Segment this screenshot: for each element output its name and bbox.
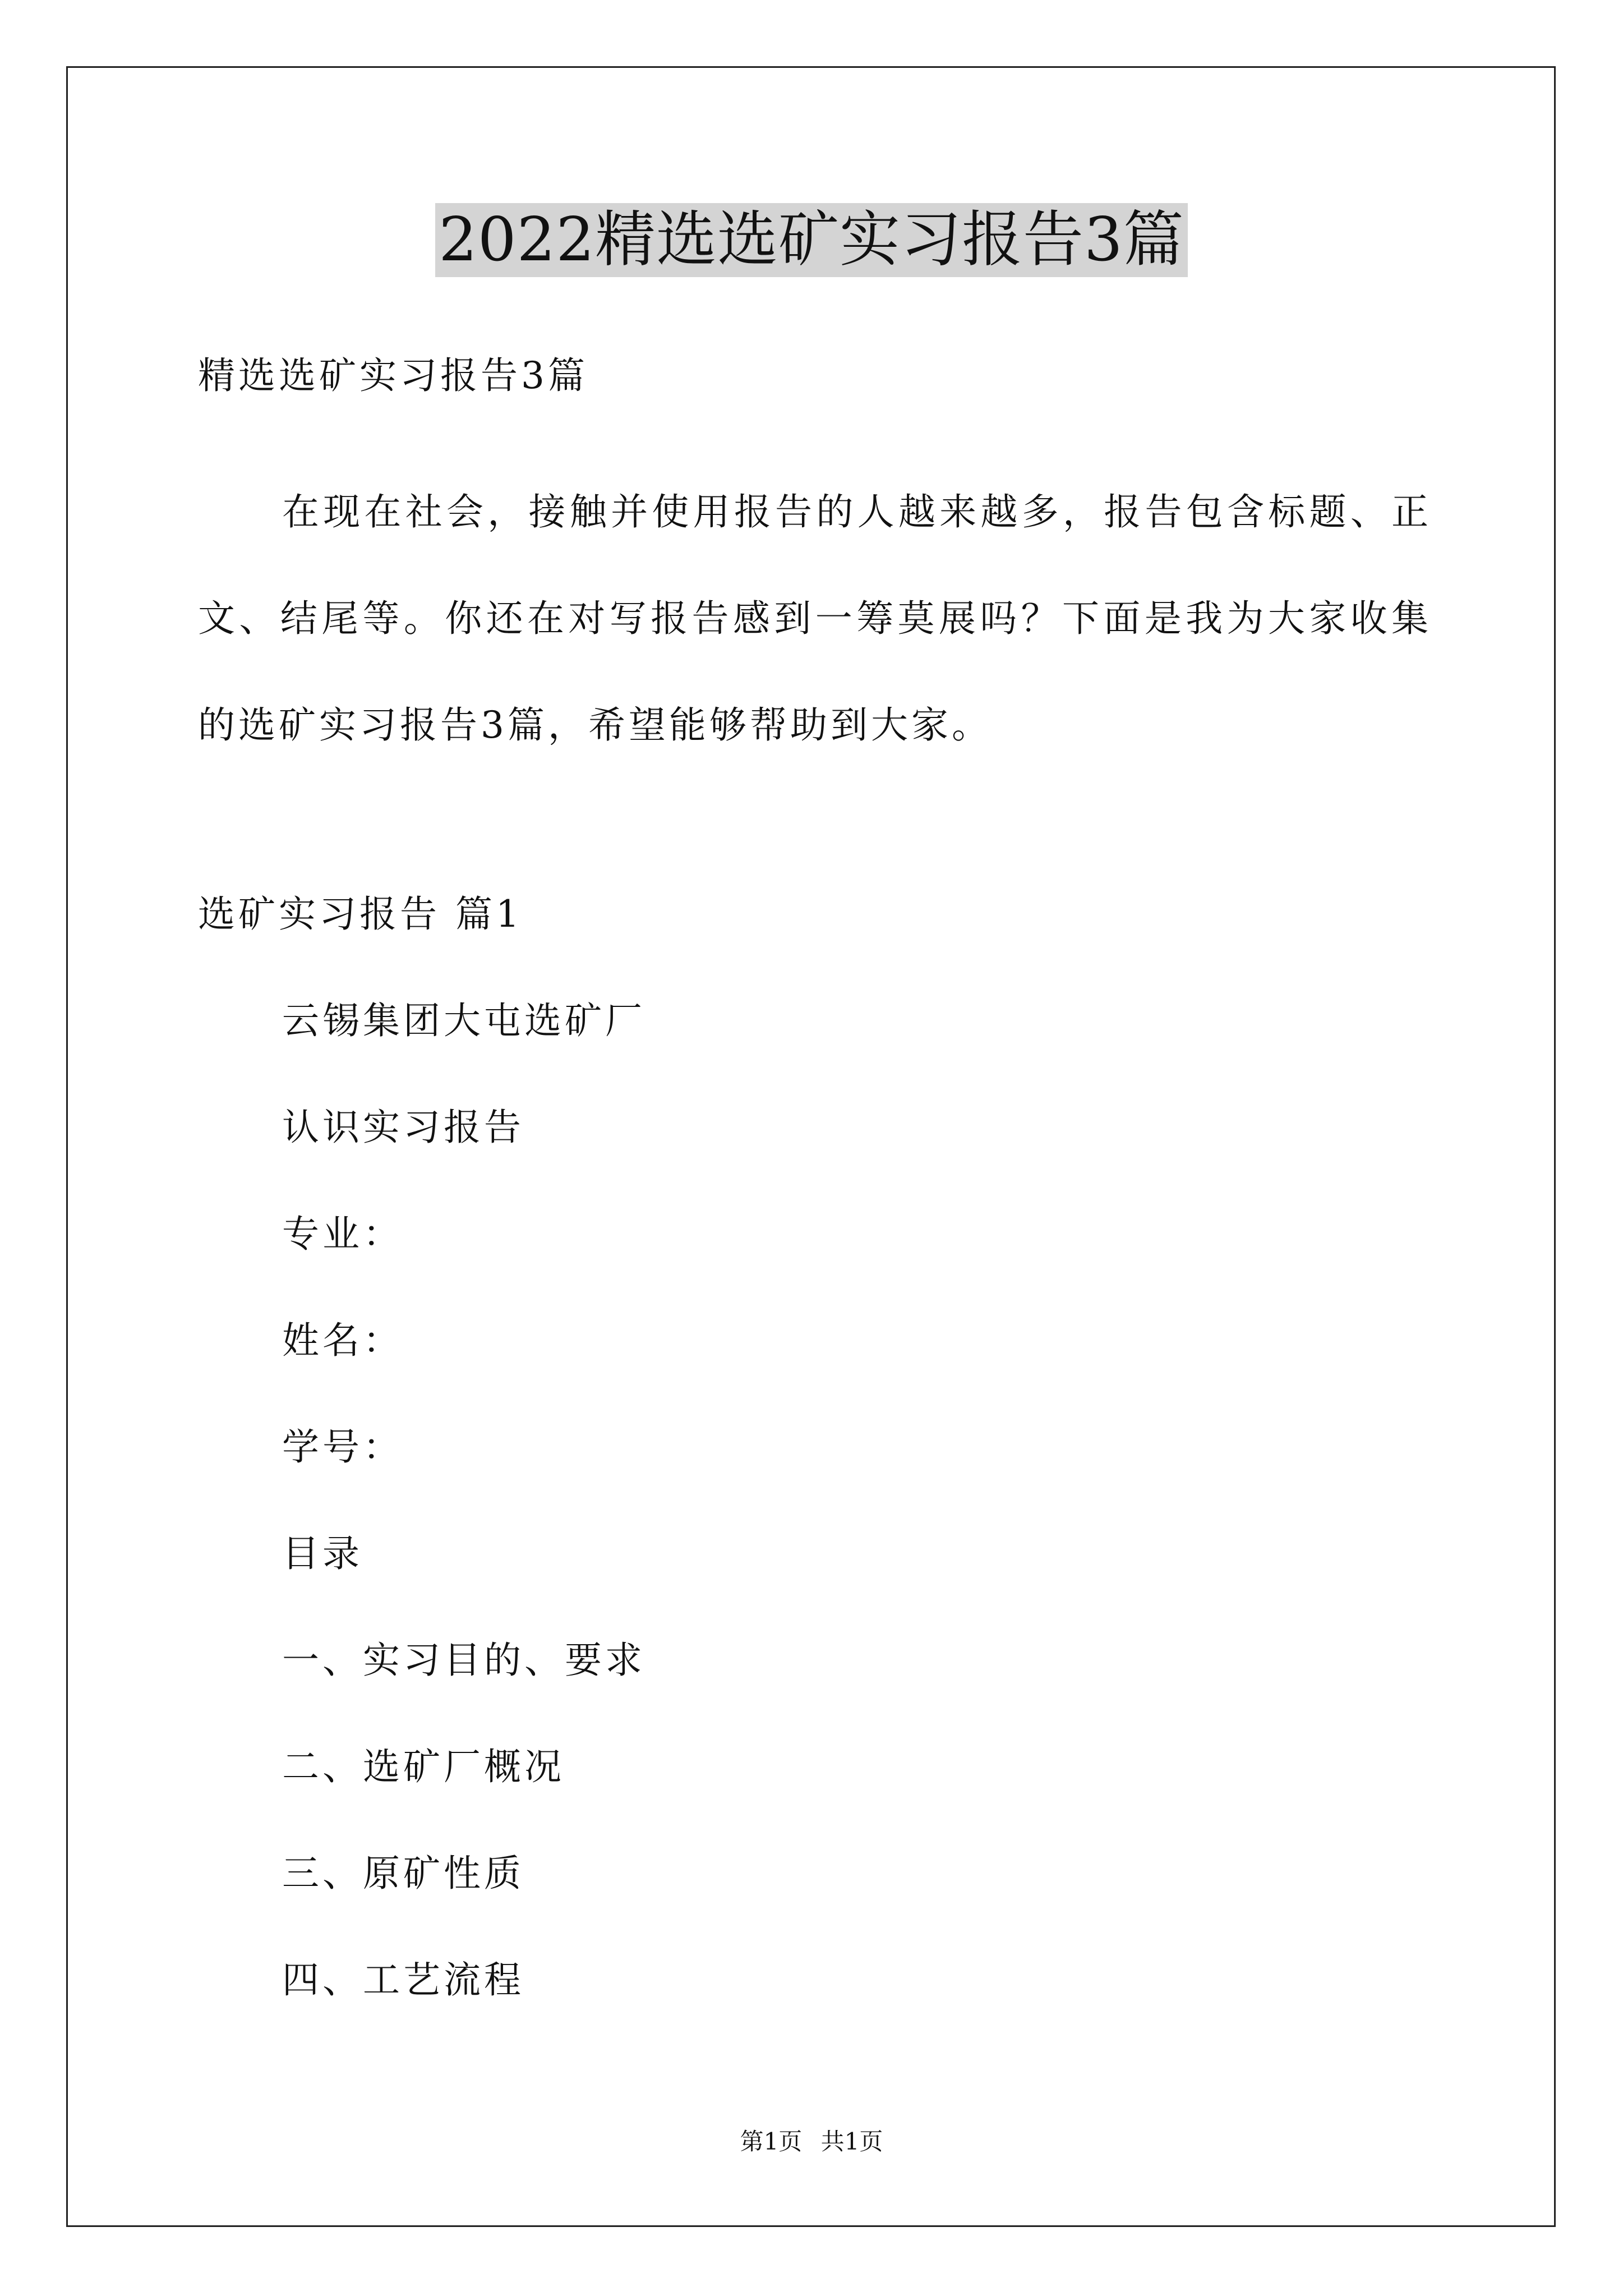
document-title: 2022精选选矿实习报告3篇 (435, 203, 1188, 277)
page-current-label: 第1页 (740, 2128, 803, 2155)
toc-item: 二、选矿厂概况 (282, 1745, 565, 1788)
intro-paragraph: 在现在社会，接触并使用报告的人越来越多，报告包含标题、正文、结尾等。你还在对写报告感到一筹莫展吗？下面是我为大家收集的选矿实习报告3篇，希望能够帮助到大家。 (198, 490, 1432, 747)
toc-heading: 目录 (282, 1532, 363, 1575)
page-footer (0, 2126, 1623, 2157)
section-heading: 选矿实习报告 篇1 (198, 892, 523, 936)
page-total-label: 共1页 (820, 2128, 883, 2155)
company-name-line: 云锡集团大屯选矿厂 (282, 999, 645, 1042)
name-field-label: 姓名： (282, 1319, 403, 1362)
toc-item: 一、实习目的、要求 (282, 1639, 645, 1682)
toc-item: 四、工艺流程 (282, 1958, 524, 2001)
title-container (0, 203, 1623, 277)
document-subtitle: 精选选矿实习报告3篇 (198, 354, 588, 397)
report-type-line: 认识实习报告 (282, 1106, 524, 1149)
student-id-field-label: 学号： (282, 1425, 403, 1469)
toc-item: 三、原矿性质 (282, 1852, 524, 1895)
major-field-label: 专业： (282, 1212, 403, 1255)
